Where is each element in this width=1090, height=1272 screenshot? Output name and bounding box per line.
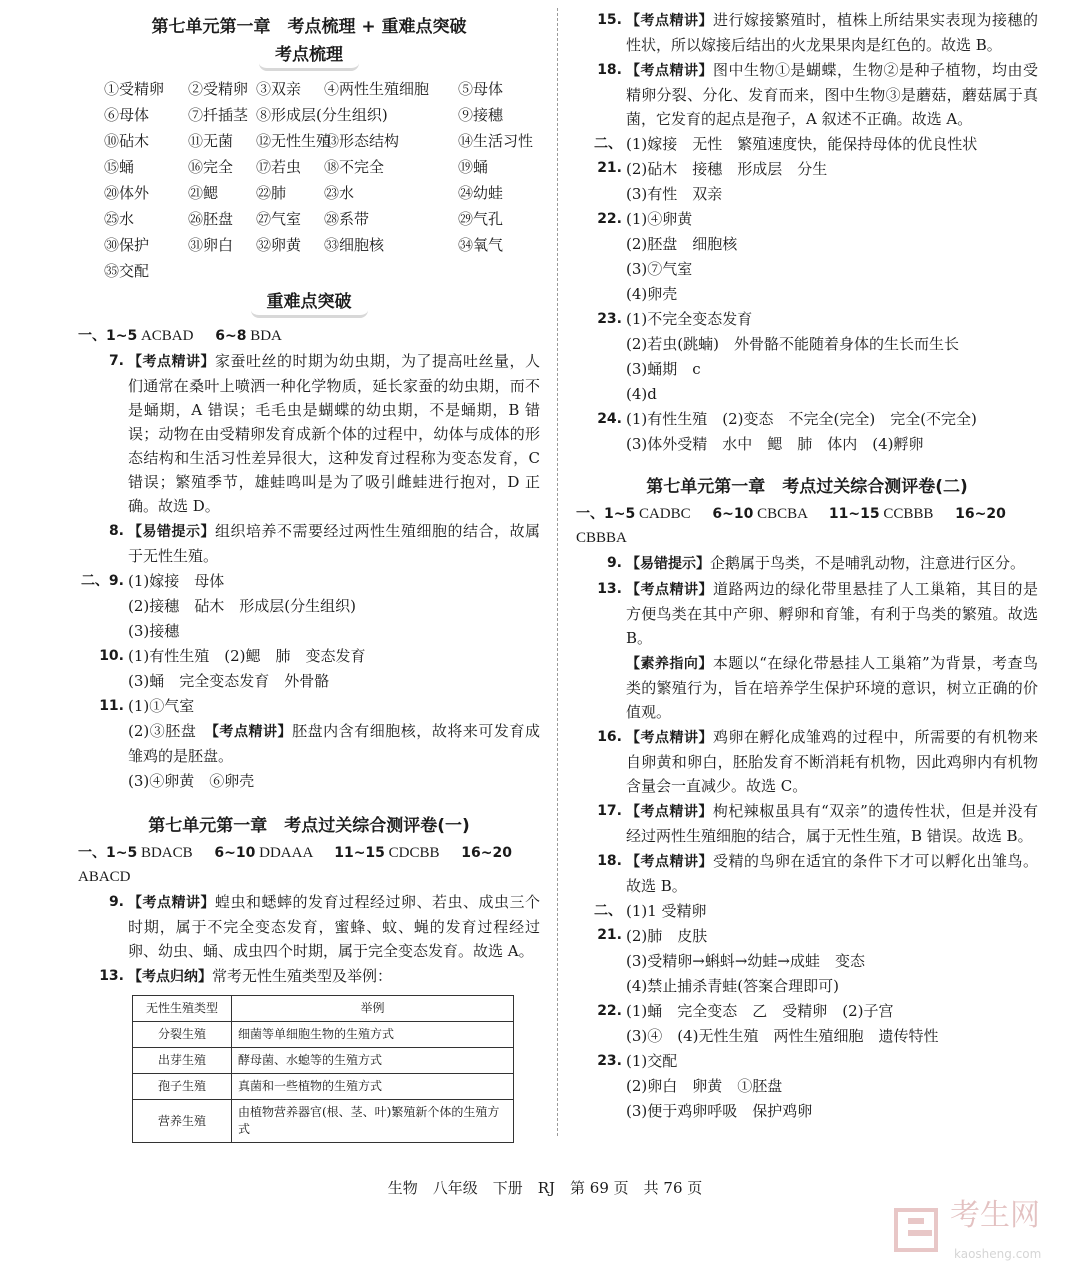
table-cell: 孢子生殖 <box>133 1074 232 1100</box>
watermark-text: 考生网 <box>950 1198 1040 1233</box>
answer-item: 18. 【考点精讲】受精的鸟卵在适宜的条件下才可以孵化出雏鸟。故选 B。 <box>597 852 1038 895</box>
answer-line: (4)d <box>626 385 657 403</box>
section-title: 第七单元第一章 考点过关综合测评卷(一) <box>148 816 470 836</box>
key-point: ⑭生活习性 <box>458 132 534 150</box>
key-point: ⑮蛹 <box>104 158 135 176</box>
table-row <box>133 1022 514 1048</box>
table-cell: 酵母菌、水螅等的生殖方式 <box>232 1048 514 1074</box>
table-row <box>133 1100 514 1143</box>
mcq-answers: 一、1~5 BDACB 6~10 DDAAA 11~15 CDCBB 16~20 ABACD <box>78 845 512 885</box>
answer-item: 13. 【考点精讲】道路两边的绿化带里悬挂了人工巢箱，其目的是方便鸟类在其中产卵、孵卵和育雏，有利于鸟类的繁殖。故选 B。 <box>597 580 1038 647</box>
key-point: ㉝细胞核 <box>324 236 385 254</box>
section-title: 第七单元第一章 考点梳理 + 重难点突破 <box>151 17 467 37</box>
page-footer: 生物 八年级 下册 RJ 第 69 页 共 76 页 <box>387 1179 703 1197</box>
table-cell: 出芽生殖 <box>133 1048 232 1074</box>
key-point: ㉑鳃 <box>188 184 219 202</box>
answer-note: 【素养指向】本题以“在绿化带悬挂人工巢箱”为背景，考查鸟类的繁殖行为，旨在培养学生保护环境的意识，树立正确的价值观。 <box>626 654 1038 721</box>
answer-item: 22. (1)蛹 完全变态 乙 受精卵 (2)子宫 <box>597 1002 894 1020</box>
table-header-row <box>133 996 514 1022</box>
answer-item: 18. 【考点精讲】图中生物①是蝴蝶，生物②是种子植物，均由受精卵分裂、分化、发育而来，图中生物③是蘑菇，蘑菇属于真菌，它发育的起点是孢子，A 叙述不正确。故选 A。 <box>597 61 1038 128</box>
key-point: ②受精卵 <box>188 80 249 98</box>
answer-line: (3)蛹期 c <box>626 360 701 378</box>
key-point: ⑳体外 <box>104 184 150 202</box>
key-point: ⑯完全 <box>188 158 234 176</box>
table-row <box>133 1048 514 1074</box>
key-point: ⑬形态结构 <box>324 132 400 150</box>
answer-item: 24. (1)有性生殖 (2)变态 不完全(完全) 完全(不完全) <box>597 410 977 428</box>
key-point: ⑲蛹 <box>458 158 489 176</box>
answer-item: 10. (1)有性生殖 (2)鳃 肺 变态发育 <box>99 647 366 665</box>
key-point: ⑱不完全 <box>324 158 385 176</box>
answer-item: 二、9. (1)嫁接 母体 <box>80 572 225 590</box>
key-point: ㉔幼蛙 <box>458 184 504 202</box>
mcq-answers: 一、1~5 ACBAD 6~8 BDA <box>78 328 282 344</box>
answer-line: (3)接穗 <box>128 622 180 640</box>
key-point: ㉘系带 <box>324 210 370 228</box>
answer-line: (2)肺 皮肤 <box>626 927 708 945</box>
answer-item: 二、21. (1)1 受精卵 <box>594 902 707 943</box>
key-point: ⑪无菌 <box>188 132 234 150</box>
key-point: ㉜卵黄 <box>256 236 302 254</box>
key-point: ㉞氧气 <box>458 236 504 254</box>
answer-line: (4)卵壳 <box>626 285 678 303</box>
answer-line: (3)④ (4)无性生殖 两性生殖细胞 遗传特性 <box>626 1027 939 1045</box>
key-point: ①受精卵 <box>104 80 165 98</box>
subsection-title: 重难点突破 <box>78 289 540 318</box>
right-column <box>576 8 1038 1124</box>
subsection-title: 考点梳理 <box>78 42 540 71</box>
key-point: ⑩砧木 <box>104 132 150 150</box>
answer-item: 11. (1)①气室 <box>99 697 195 715</box>
watermark-url: kaosheng.com <box>954 1247 1042 1261</box>
answer-item: 23. (1)交配 <box>597 1052 678 1070</box>
answer-item: 22. (1)④卵黄 <box>597 210 693 228</box>
answer-item: 17. 【考点精讲】枸杞辣椒虽具有“双亲”的遗传性状，但是并没有经过两性生殖细胞的结合，属于无性生殖，B 错误。故选 B。 <box>597 802 1038 845</box>
column-divider <box>557 8 558 1136</box>
answer-item: 23. (1)不完全变态发育 <box>597 310 753 328</box>
answer-line: (2)砧木 接穗 形成层 分生 <box>626 160 828 178</box>
answer-line: (3)受精卵→蝌蚪→幼蛙→成蛙 变态 <box>626 952 865 970</box>
key-point: ⑦扦插茎 <box>188 106 249 124</box>
answer-item: 16. 【考点精讲】鸡卵在孵化成雏鸡的过程中，所需要的有机物来自卵黄和卵白，胚胎发育不断消耗有机物，因此鸡卵内有机物含量会一直减少。故选 C。 <box>597 728 1038 795</box>
answer-line: (2)若虫(跳蝻) 外骨骼不能随着身体的生长而生长 <box>626 335 959 353</box>
answer-item: 15. 【考点精讲】进行嫁接繁殖时，植株上所结果实表现为接穗的性状，所以嫁接后结出的火龙果果肉是红色的。故选 B。 <box>597 11 1038 54</box>
key-point: ⑰若虫 <box>256 158 302 176</box>
watermark-icon <box>894 1204 944 1254</box>
answer-line: (3)有性 双亲 <box>626 185 723 203</box>
key-point: ㉙气孔 <box>458 210 504 228</box>
key-point: ④两性生殖细胞 <box>324 80 430 98</box>
table-cell: 由植物营养器官(根、茎、叶)繁殖新个体的生殖方式 <box>232 1100 514 1143</box>
section-title: 第七单元第一章 考点过关综合测评卷(二) <box>646 477 968 497</box>
key-point: ⑥母体 <box>104 106 150 124</box>
answer-line: (3)便于鸡卵呼吸 保护鸡卵 <box>626 1102 813 1120</box>
answer-item: 8. 【易错提示】组织培养不需要经过两性生殖细胞的结合，故属于无性生殖。 <box>108 522 540 565</box>
key-point: ㉗气室 <box>256 210 302 228</box>
table-header: 无性生殖类型 <box>133 996 232 1022</box>
table-cell: 真菌和一些植物的生殖方式 <box>232 1074 514 1100</box>
table-row <box>133 1074 514 1100</box>
answer-item: 9. 【易错提示】企鹅属于鸟类，不是哺乳动物，注意进行区分。 <box>606 554 1026 572</box>
answer-item: 7. 【考点精讲】家蚕吐丝的时期为幼虫期，为了提高吐丝量，人们通常在桑叶上喷洒一种化学物质，延长家蚕的幼虫期，而不是蛹期，A 错误；毛毛虫是蝴蝶的幼虫期，不是蛹期，B 错误；动物在由受精卵发育成新个体的过程中，幼体与成体的形态结构和生活习性差异很大，这种发育过程称为变态发育，C 错误；繁殖季节，雄蛙鸣叫是为了吸引雌蛙进行抱对，D 正确。故选 D。 <box>108 352 540 515</box>
answer-line: (2)接穗 砧木 形成层(分生组织) <box>128 597 356 615</box>
key-points-grid <box>78 77 540 283</box>
table-cell: 分裂生殖 <box>133 1022 232 1048</box>
left-column <box>78 8 540 1143</box>
table-cell: 营养生殖 <box>133 1100 232 1143</box>
answer-line: (2)卵白 卵黄 ①胚盘 <box>626 1077 783 1095</box>
table-cell: 细菌等单细胞生物的生殖方式 <box>232 1022 514 1048</box>
key-point: ㉕水 <box>104 210 135 228</box>
answer-item: 二、21. (1)嫁接 无性 繁殖速度快，能保持母体的优良性状 <box>594 135 978 176</box>
mcq-answers: 一、1~5 CADBC 6~10 CBCBA 11~15 CCBBB 16~20 CBBBA <box>576 506 1006 546</box>
key-point: ㉓水 <box>324 184 355 202</box>
key-point: ㉟交配 <box>104 262 150 280</box>
key-point: ㉒肺 <box>256 184 287 202</box>
key-point: ⑧形成层(分生组织) <box>256 106 388 124</box>
key-point: ㉚保护 <box>104 236 150 254</box>
answer-item: 9. 【考点精讲】蝗虫和蟋蟀的发育过程经过卵、若虫、成虫三个时期，属于不完全变态发育，蜜蜂、蚊、蝇的发育过程经过卵、幼虫、蛹、成虫四个时期，属于完全变态发育。故选 A。 <box>108 893 540 960</box>
answer-line: (2)③胚盘 【考点精讲】胚盘内含有细胞核，故将来可发育成雏鸡的是胚盘。 <box>128 722 540 765</box>
key-point: ⑤母体 <box>458 80 504 98</box>
key-point: ③双亲 <box>256 80 302 98</box>
key-point: ⑫无性生殖 <box>256 132 332 150</box>
key-point: ㉛卵白 <box>188 236 234 254</box>
answer-line: (3)体外受精 水中 鳃 肺 体内 (4)孵卵 <box>626 435 924 453</box>
watermark-logo <box>894 1198 1066 1261</box>
key-point: ㉖胚盘 <box>188 210 234 228</box>
answer-line: (3)蛹 完全变态发育 外骨骼 <box>128 672 330 690</box>
asexual-reproduction-table <box>132 995 514 1143</box>
answer-line: (3)⑦气室 <box>626 260 693 278</box>
answer-line: (2)胚盘 细胞核 <box>626 235 738 253</box>
key-point: ⑨接穗 <box>458 106 504 124</box>
answer-line: (3)④卵黄 ⑥卵壳 <box>128 772 255 790</box>
answer-line: (4)禁止捕杀青蛙(答案合理即可) <box>626 977 839 995</box>
table-header: 举例 <box>232 996 514 1022</box>
answer-item: 13. 【考点归纳】常考无性生殖类型及举例： <box>99 967 393 985</box>
